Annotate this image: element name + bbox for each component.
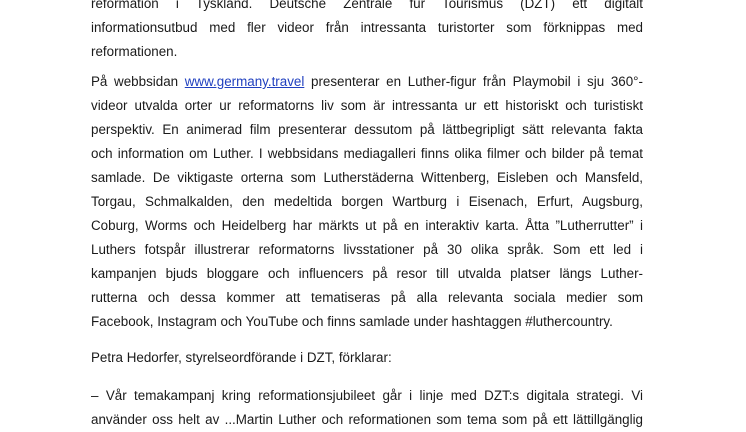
germany-travel-link[interactable]: www.germany.travel bbox=[184, 74, 305, 89]
paragraph-2-line-6: Torgau, Schmalkalden, den medeltida borgen Wartburg i Eisenach, Erfurt, Augsburg, bbox=[91, 194, 643, 209]
paragraph-2-line-2: videor utvalda orter ur reformatorns liv som är intressanta ur ett historiskt och turistiskt bbox=[91, 98, 643, 113]
paragraph-4-line-1: – Vår temakampanj kring reformationsjubileet går i linje med DZT:s digitala strategi. Vi bbox=[91, 388, 643, 403]
paragraph-2-line-3: perspektiv. En animerad film presenterar dessutom på lättbegripligt sätt relevanta fakta bbox=[91, 122, 643, 137]
paragraph-2-suffix: presenterar en Luther-figur från Playmobil i sju 360°- bbox=[304, 74, 643, 89]
paragraph-2-line-10: rutterna och dessa kommer att tematiseras på alla relevanta sociala medier som bbox=[91, 290, 643, 305]
paragraph-1-line-2: informationsutbud med fler videor från intressanta turistorter som förknippas med bbox=[91, 20, 643, 35]
paragraph-2-line-11: Facebook, Instagram och YouTube och finns samlade under hashtaggen #luthercountry. bbox=[91, 314, 613, 329]
paragraph-2-line-5: samlade. De viktigaste orterna som Lutherstäderna Wittenberg, Eisleben och Mansfeld, bbox=[91, 170, 643, 185]
paragraph-1-line-1: reformation i Tyskland. Deutsche Zentrale für Tourismus (DZT) ett digitalt bbox=[91, 0, 643, 11]
paragraph-2-line-1 bbox=[91, 70, 643, 94]
paragraph-2-line-7: Coburg, Worms och Heidelberg har märkts ut på en interaktiv karta. Åtta ”Lutherrutter” i bbox=[91, 218, 643, 233]
paragraph-3: Petra Hedorfer, styrelseordförande i DZT, förklarar: bbox=[91, 350, 392, 365]
paragraph-2-line-8: Luthers fotspår illustrerar reformatorns livsstationer på 30 olika språk. Som ett led i bbox=[91, 242, 643, 257]
paragraph-2-prefix: På webbsidan bbox=[91, 74, 185, 89]
paragraph-4-line-2: använder oss helt av ...Martin Luther och reformationen som tema som på ett lättillgänglig bbox=[91, 412, 643, 427]
paragraph-2-line-4: och information om Luther. I webbsidans mediagalleri finns olika filmer och bilder på temat bbox=[91, 146, 643, 161]
paragraph-1-line-3: reformationen. bbox=[91, 44, 178, 59]
paragraph-2-line-9: kampanjen bjuds bloggare och influencers på resor till utvalda platser längs Luther- bbox=[91, 266, 643, 281]
